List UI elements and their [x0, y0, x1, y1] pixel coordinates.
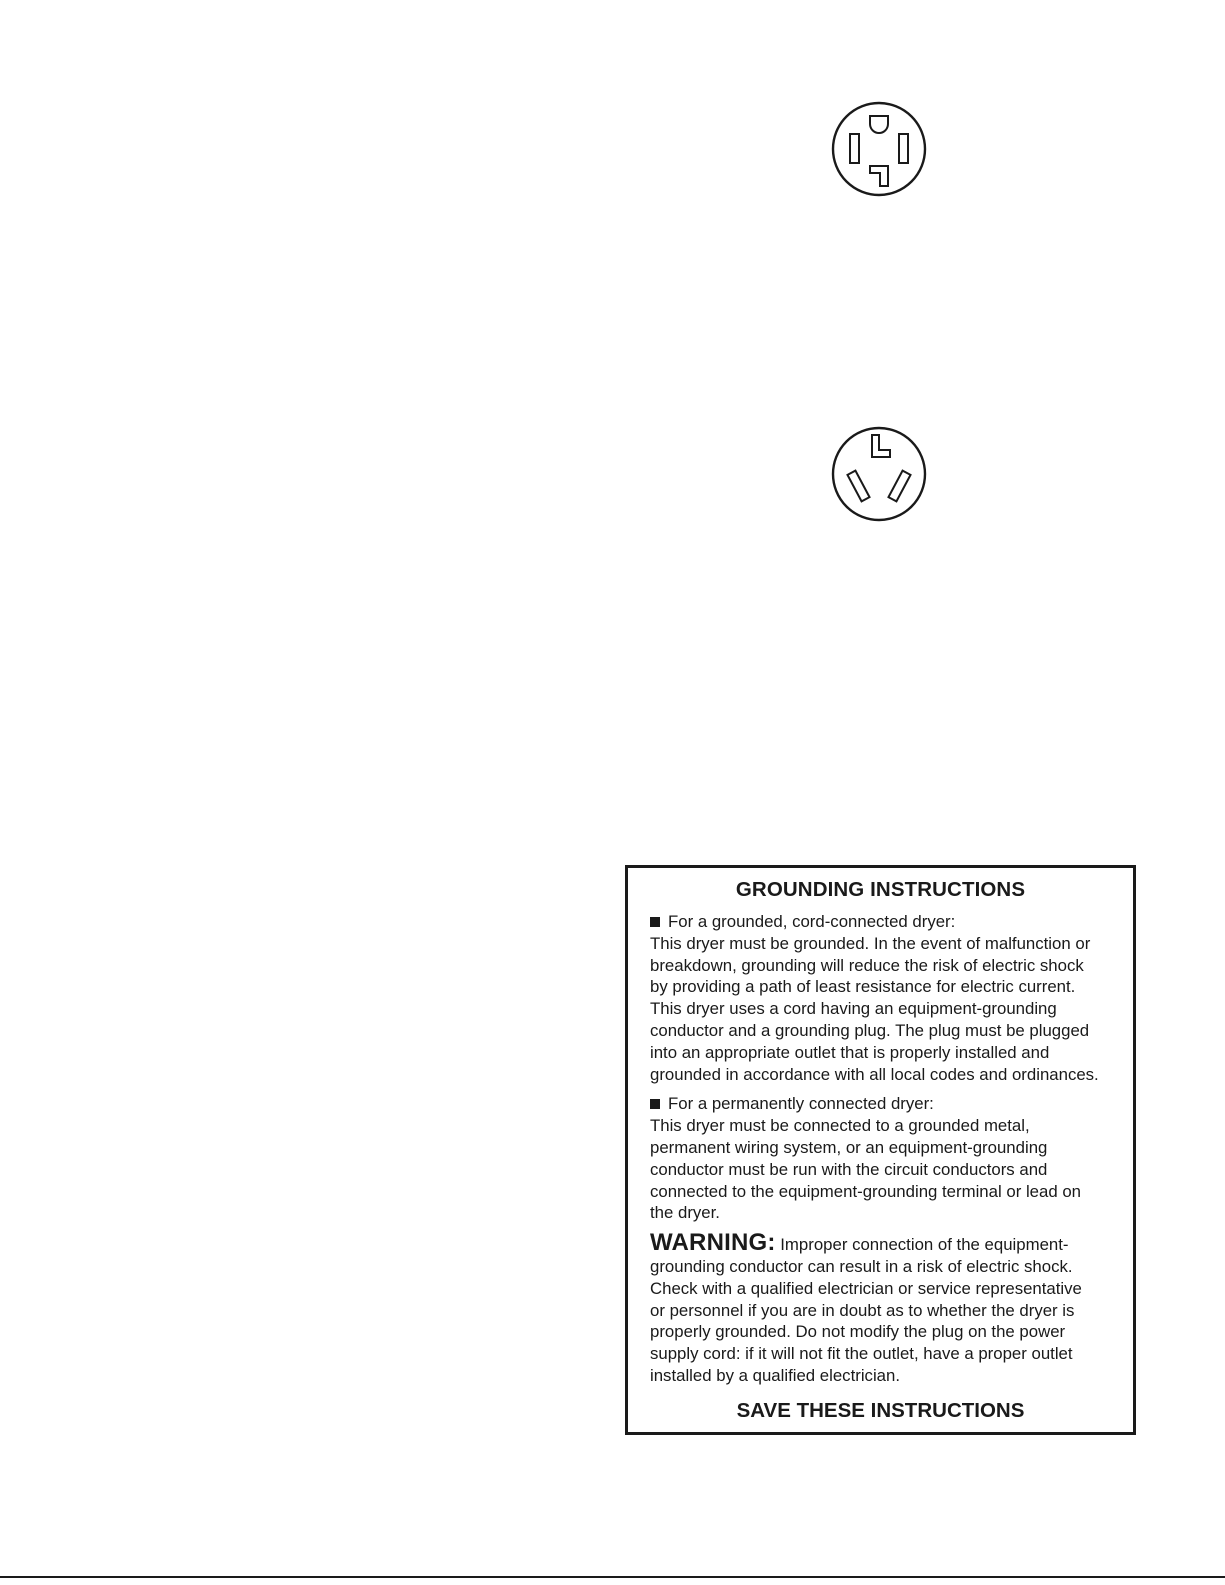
permanently-connected-bullet-text: For a permanently connected dryer:: [668, 1094, 934, 1114]
cord-connected-section: [650, 911, 1133, 1085]
permanently-connected-section: [650, 1093, 1133, 1224]
permanently-connected-body: This dryer must be connected to a grounded metal, permanent wiring system, or an equipment-grounding conductor must be run with the circuit conductors and connected to the equipment-grounding terminal or lead on the dryer.: [650, 1116, 1082, 1223]
three-prong-outlet-icon: [830, 425, 928, 523]
save-instructions-title: SAVE THESE INSTRUCTIONS: [736, 1398, 1025, 1422]
square-bullet-icon: [650, 917, 660, 927]
warning-section: [650, 1229, 1133, 1387]
page-bottom-divider: [0, 1576, 1225, 1578]
cord-connected-body: This dryer must be grounded. In the event of malfunction or breakdown, grounding will reduce the risk of electric shock by providing a path of least resistance for electric current. This dryer uses a cord having an equipment-grounding conductor and a grounding plug. The plug must be plugged into an appropriate outlet that is properly installed and grounded in accordance with all local codes and ordinances.: [650, 933, 1099, 1084]
permanently-connected-heading: [650, 1093, 1133, 1115]
cord-connected-bullet-text: For a grounded, cord-connected dryer:: [668, 912, 956, 931]
grounding-instructions-box: [625, 865, 1136, 1435]
warning-label: WARNING:: [650, 1229, 776, 1257]
square-bullet-icon: [650, 1099, 660, 1109]
warning-body: Improper connection of the equipment- grounding conductor can result in a risk of electric shock. Check with a qualified electrician or service representative or personnel if you are in doubt as to whether the dryer is properly grounded. Do not modify the plug on the power supply cord: if it will not fit the outlet, have a proper outlet installed by a qualified electrician.: [650, 1235, 1082, 1385]
grounding-instructions-title: GROUNDING INSTRUCTIONS: [735, 878, 1026, 901]
cord-connected-heading: [650, 911, 1133, 933]
four-prong-outlet-icon: [830, 100, 928, 198]
